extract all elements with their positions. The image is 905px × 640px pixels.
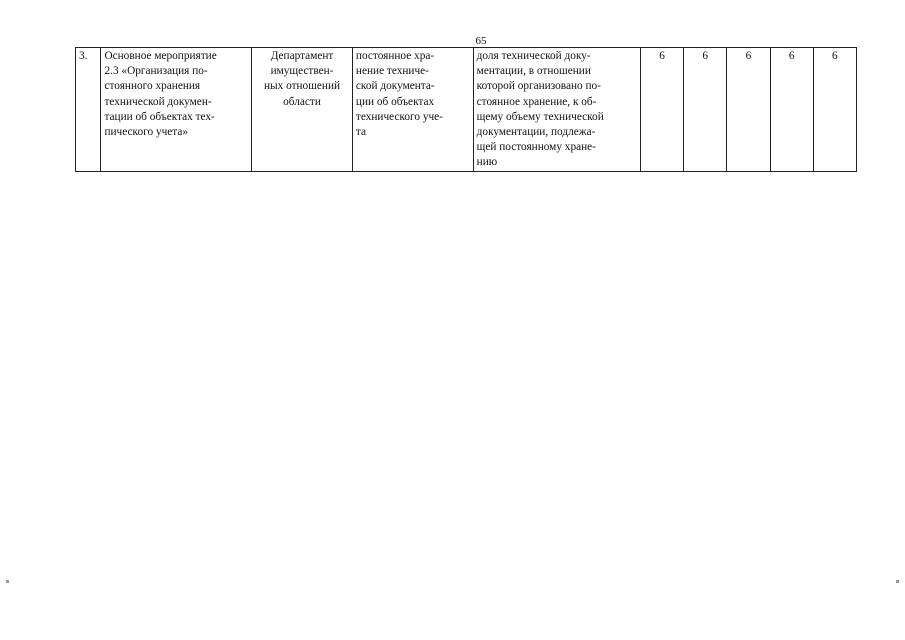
value-cell-5: 6	[813, 48, 856, 172]
measures-table	[75, 47, 857, 172]
value-cell-2: 6	[684, 48, 727, 172]
indicator-cell: доля технической доку- ментации, в отношении которой организовано по- стоянное хранение, к об- щему объему технической документации, подлежа- щей постоянному хране- нию	[473, 48, 640, 172]
scan-edge-mark-left	[6, 580, 9, 583]
row-number-cell: 3.	[76, 48, 101, 172]
value-cell-1: 6	[640, 48, 683, 172]
value-cell-3: 6	[727, 48, 770, 172]
expected-result-cell: постоянное хра- нение техниче- ской документа- ции об объектах технического уче- та	[352, 48, 473, 172]
value-cell-4: 6	[770, 48, 813, 172]
table-row	[76, 48, 857, 172]
measure-name-cell: Основное мероприятие 2.3 «Организация по- стоянного хранения технической докумен- тации об объектах тех- пического учета»	[101, 48, 252, 172]
page-number: 65	[475, 35, 487, 47]
executor-cell: Департамент имуществен- ных отношений области	[252, 48, 353, 172]
scan-edge-mark-right	[896, 580, 899, 583]
